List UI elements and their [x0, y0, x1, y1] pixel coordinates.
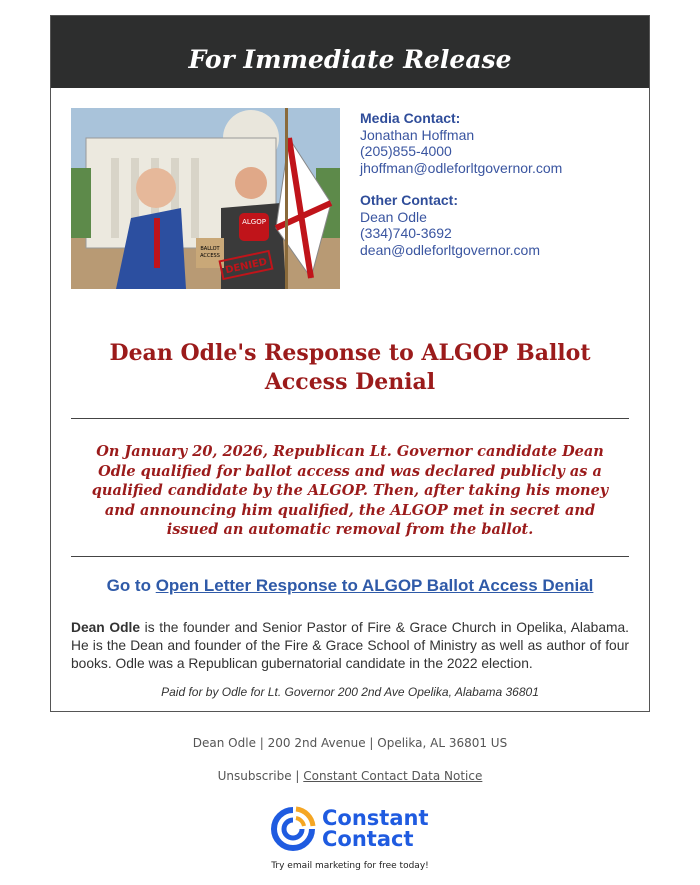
other-contact-email[interactable]: dean@odleforltgovernor.com	[360, 241, 540, 258]
divider	[71, 418, 629, 419]
svg-text:DENIED: DENIED	[224, 256, 269, 277]
lead-paragraph: On January 20, 2026, Republican Lt. Governor candidate Dean Odle qualified for ballot access and was declared publicly as a qualified candidate by the ALGOP. Then, after taking his money and announcing him qualified, the ALGOP met in secret and issued an automatic removal from the ballot.	[91, 443, 609, 538]
divider	[71, 556, 629, 557]
headline: Dean Odle's Response to ALGOP Ballot Access Denial	[109, 340, 591, 395]
logo-line1: Constant	[322, 806, 429, 830]
unsubscribe-link[interactable]: Unsubscribe	[217, 769, 292, 783]
logo-tagline[interactable]: Try email marketing for free today!	[271, 861, 429, 871]
email-card	[50, 15, 650, 712]
svg-text:BALLOT: BALLOT	[200, 246, 220, 252]
media-contact-email[interactable]: jhoffman@odleforltgovernor.com	[360, 159, 563, 176]
footer-links	[0, 769, 700, 783]
constant-contact-logo[interactable]	[270, 806, 429, 852]
logo-line2: Contact	[322, 827, 414, 851]
svg-text:ACCESS: ACCESS	[200, 253, 220, 259]
bio-paragraph	[71, 619, 629, 673]
data-notice-link[interactable]: Constant Contact Data Notice	[303, 769, 483, 783]
bio-text: is the founder and Senior Pastor of Fire & Grace Church in Opelika, Alabama. He is the Dean and founder of the Fire & Grace School of Ministry as well as author of four books. Odle was a Republican gubernatorial candidate in the 2022 election.	[71, 620, 629, 671]
open-letter-link[interactable]: Open Letter Response to ALGOP Ballot Access Denial	[155, 576, 594, 595]
paid-for-disclaimer: Paid for by Odle for Lt. Governor 200 2nd Ave Opelika, Alabama 36801	[161, 685, 539, 699]
footer-address: Dean Odle | 200 2nd Avenue | Opelika, AL 36801 US	[192, 736, 508, 750]
other-contact-label: Other Contact:	[360, 192, 458, 208]
media-contact-phone[interactable]: (205)855-4000	[360, 143, 452, 159]
contact-info	[360, 110, 562, 258]
svg-text:ALGOP: ALGOP	[242, 218, 266, 226]
other-contact-name: Dean Odle	[360, 208, 427, 225]
constant-contact-logo-icon	[270, 806, 316, 852]
media-contact-name: Jonathan Hoffman	[360, 126, 475, 143]
other-contact-phone[interactable]: (334)740-3692	[360, 225, 452, 241]
separator: |	[291, 769, 304, 783]
bio-name: Dean Odle	[71, 620, 141, 635]
open-letter-link-row	[71, 576, 629, 596]
link-prefix: Go to	[106, 576, 156, 595]
cartoon-image	[71, 108, 340, 289]
media-contact-label: Media Contact:	[360, 110, 461, 126]
header-title: For Immediate Release	[51, 16, 649, 88]
